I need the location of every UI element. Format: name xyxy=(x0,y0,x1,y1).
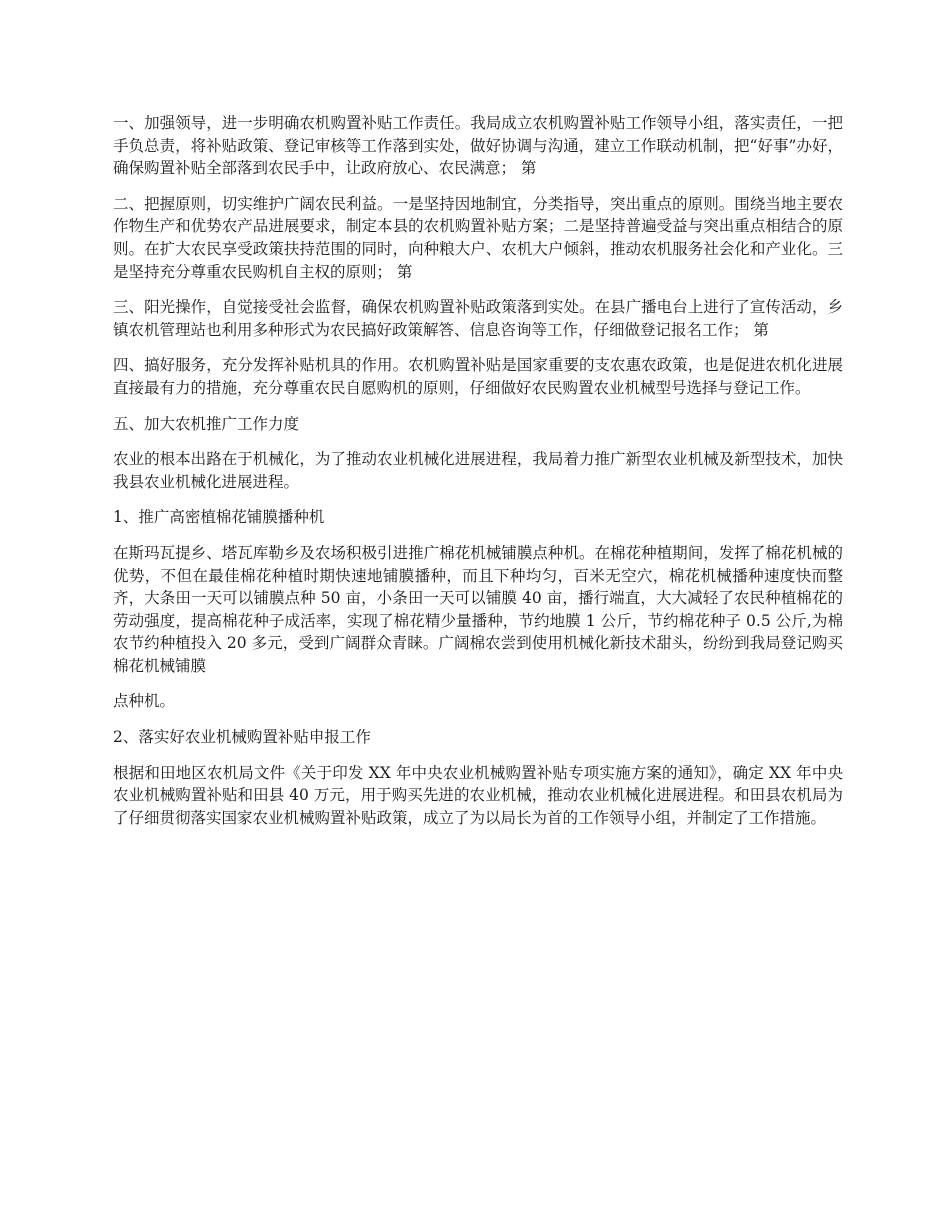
paragraph-1: 一、加强领导，进一步明确农机购置补贴工作责任。我局成立农机购置补贴工作领导小组，落实责任，一把手负总责，将补贴政策、登记审核等工作落到实处，做好协调与沟通，建立工作联动机制，把“好事”办好，确保购置补贴全部落到农民手中，让政府放心、农民满意； 第 xyxy=(113,114,843,178)
subheading-2: 2、落实好农业机械购置补贴申报工作 xyxy=(113,728,371,747)
document-page xyxy=(113,112,843,842)
paragraph-2: 二、把握原则，切实维护广阔农民利益。一是坚持因地制宜，分类指导，突出重点的原则。围绕当地主要农作物生产和优势农产品进展要求，制定本县的农机购置补贴方案；二是坚持普遍受益与突出重点相结合的原则。在扩大农民享受政策扶持范围的同时，向种粮大户、农机大户倾斜，推动农机服务社会化和产业化。三是坚持充分尊重农民购机自主权的原则； 第 xyxy=(113,194,843,281)
subheading-1: 1、推广高密植棉花铺膜播种机 xyxy=(113,508,325,527)
paragraph-8: 在斯玛瓦提乡、塔瓦库勒乡及农场积极引进推广棉花机械铺膜点种机。在棉花种植期间，发挥了棉花机械的优势，不但在最佳棉花种植时期快速地铺膜播种，而且下种均匀，百米无空穴，棉花机械播种速度快而整齐，大条田一天可以铺膜点种 50 亩，小条田一天可以铺膜 40 亩，播行端直，大大减轻了农民种植棉花的劳动强度，提高棉花种子成活率，实现了棉花精少量播种，节约地膜 1 公斤，节约棉花种子 0.5 公斤,为棉农节约种植投入 20 多元，受到广阔群众青睐。广阔棉农尝到使用机械化新技术甜头，纷纷到我局登记购买棉花机械铺膜 xyxy=(113,543,843,675)
paragraph-11: 根据和田地区农机局文件《关于印发 XX 年中央农业机械购置补贴专项实施方案的通知》，确定 XX 年中央农业机械购置补贴和田县 40 万元，用于购买先进的农业机械，推动农业机械化进展进程。和田县农机局为了仔细贯彻落实国家农业机械购置补贴政策，成立了为以局长为首的工作领导小组，并制定了工作措施。 xyxy=(113,763,843,827)
section-heading-5: 五、加大农机推广工作力度 xyxy=(113,414,300,433)
paragraph-3: 三、阳光操作，自觉接受社会监督，确保农机购置补贴政策落到实处。在县广播电台上进行了宣传活动，乡镇农机管理站也利用多种形式为农民搞好政策解答、信息咨询等工作，仔细做登记报名工作； 第 xyxy=(113,298,843,339)
paragraph-4: 四、搞好服务，充分发挥补贴机具的作用。农机购置补贴是国家重要的支农惠农政策，也是促进农机化进展直接最有力的措施，充分尊重农民自愿购机的原则，仔细做好农民购置农业机械型号选择与登记工作。 xyxy=(113,356,843,397)
paragraph-6: 农业的根本出路在于机械化，为了推动农业机械化进展进程，我局着力推广新型农业机械及新型技术，加快我县农业机械化进展进程。 xyxy=(113,450,843,491)
paragraph-9: 点种机。 xyxy=(113,692,176,711)
